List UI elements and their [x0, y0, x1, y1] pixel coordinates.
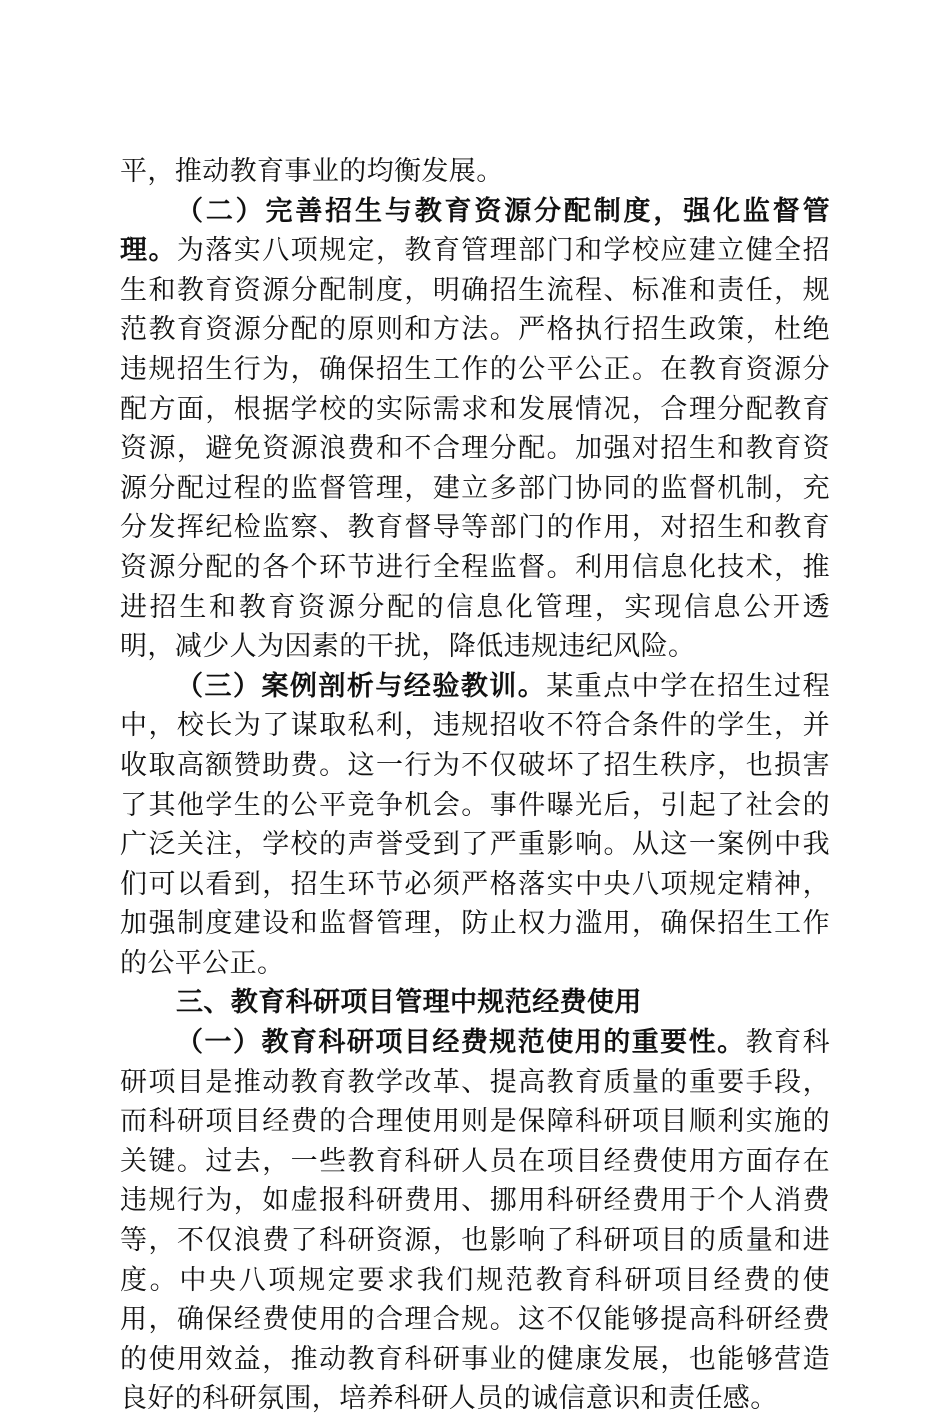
- paragraph-2: [120, 192, 830, 667]
- section-heading: 三、教育科研项目管理中规范经费使用: [176, 987, 642, 1019]
- paragraph-4-lead: （一）教育科研项目经费规范使用的重要性。: [176, 1027, 746, 1059]
- paragraph-4-body: 教育科研项目是推动教育教学改革、提高教育质量的重要手段，而科研项目经费的合理使用则是保障科研项目顺利实施的关键。过去，一些教育科研人员在项目经费使用方面存在违规行为，如虚报科研费用、挪用科研经费用于个人消费等，不仅浪费了科研资源，也影响了科研项目的质量和进度。中央八项规定要求我们规范教育科研项目经费的使用，确保经费使用的合理合规。这不仅能够提高科研经费的使用效益，推动教育科研事业的健康发展，也能够营造良好的科研氛围，培养科研人员的诚信意识和责任感。: [120, 1027, 831, 1415]
- paragraph-2-body: 为落实八项规定，教育管理部门和学校应建立健全招生和教育资源分配制度，明确招生流程、标准和责任，规范教育资源分配的原则和方法。严格执行招生政策，杜绝违规招生行为，确保招生工作的公平公正。在教育资源分配方面，根据学校的实际需求和发展情况，合理分配教育资源，避免资源浪费和不合理分配。加强对招生和教育资源分配过程的监督管理，建立多部门协同的监督机制，充分发挥纪检监察、教育督导等部门的作用，对招生和教育资源分配的各个环节进行全程监督。利用信息化技术，推进招生和教育资源分配的信息化管理，实现信息公开透明，减少人为因素的干扰，降低违规违纪风险。: [120, 235, 830, 663]
- paragraph-4: [120, 1023, 830, 1419]
- paragraph-3-lead: （三）案例剖析与经验教训。: [176, 670, 547, 702]
- paragraph-2-lead: （二）完善招生与教育资源分配制度，强化监督管理。: [120, 195, 830, 267]
- paragraph-3: [120, 667, 830, 984]
- paragraph-3-body: 某重点中学在招生过程中，校长为了谋取私利，违规招收不符合条件的学生，并收取高额赞助费。这一行为不仅破坏了招生秩序，也损害了其他学生的公平竞争机会。事件曝光后，引起了社会的广泛关注，学校的声誉受到了严重影响。从这一案例中我们可以看到，招生环节必须严格落实中央八项规定精神，加强制度建设和监督管理，防止权力滥用，确保招生工作的公平公正。: [120, 670, 831, 979]
- body-text: [120, 152, 830, 1419]
- paragraph-continued: 平，推动教育事业的均衡发展。: [120, 156, 504, 187]
